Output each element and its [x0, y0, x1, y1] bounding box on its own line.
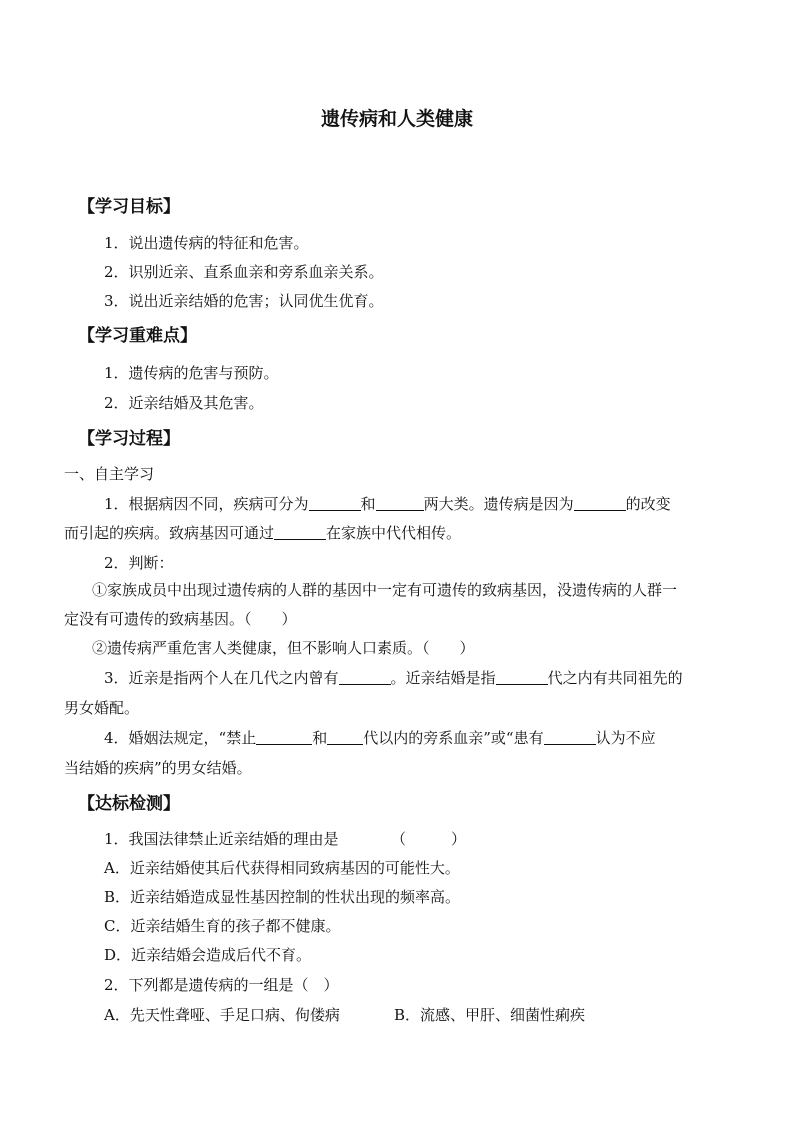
- option-b: B．流感、甲肝、细菌性痢疾: [394, 1006, 586, 1024]
- text: 。近亲结婚是指: [390, 669, 496, 687]
- section-heading-test: 【达标检测】: [78, 794, 180, 814]
- text: 代以内的旁系血亲”或“患有: [363, 729, 544, 747]
- section-heading-process: 【学习过程】: [78, 429, 180, 449]
- goal-item: 1．说出遗传病的特征和危害。: [104, 234, 309, 252]
- section-heading-keypoints: 【学习重难点】: [78, 326, 197, 346]
- question-2: 2．判断：: [104, 554, 174, 572]
- part-heading: 一、自主学习: [64, 465, 155, 483]
- judge-1-line-1: ①家族成员中出现过遗传病的人群的基因中一定有可遗传的致病基因，没遗传病的人群一: [92, 581, 678, 599]
- text: 的改变: [625, 495, 671, 513]
- section-heading-goals: 【学习目标】: [78, 197, 180, 217]
- fill-blank: [376, 496, 424, 511]
- text: 代之内有共同祖先的: [547, 669, 683, 687]
- judge-1-line-2: 定没有可遗传的致病基因。（ ）: [64, 610, 297, 628]
- fill-blank: [574, 496, 626, 511]
- fill-blank: [496, 670, 548, 685]
- text: 3．近亲是指两个人在几代之内曾有: [104, 669, 339, 687]
- option-c: C．近亲结婚生育的孩子都不健康。: [104, 917, 341, 935]
- question-4-line-2: 当结婚的疾病”的男女结婚。: [64, 759, 252, 777]
- text: 认为不应: [595, 729, 656, 747]
- judge-2: ②遗传病严重危害人类健康，但不影响人口素质。（ ）: [92, 639, 475, 657]
- fill-blank: [274, 525, 326, 540]
- text: 在家族中代代相传。: [326, 524, 462, 542]
- question-3-line-2: 男女婚配。: [64, 699, 140, 717]
- keypoint-item: 2．近亲结婚及其危害。: [104, 394, 264, 412]
- question-1-line-1: [104, 494, 671, 514]
- text: 和: [312, 729, 328, 747]
- fill-blank: [339, 670, 391, 685]
- text: 两大类。遗传病是因为: [423, 495, 574, 513]
- question-3-line-1: [104, 668, 683, 688]
- fill-blank: [256, 730, 312, 745]
- text: 4．婚姻法规定，“禁止: [104, 729, 257, 747]
- text: 和: [360, 495, 376, 513]
- page-title: 遗传病和人类健康: [320, 108, 473, 130]
- option-b: B．近亲结婚造成显性基因控制的性状出现的频率高。: [104, 888, 461, 906]
- keypoint-item: 1．遗传病的危害与预防。: [104, 364, 279, 382]
- question-4-line-1: [104, 728, 656, 748]
- text: 1．根据病因不同，疾病可分为: [104, 495, 309, 513]
- option-d: D．近亲结婚会造成后代不育。: [104, 946, 312, 964]
- goal-item: 2．识别近亲、直系血亲和旁系血亲关系。: [104, 263, 384, 281]
- test-question-2: 2．下列都是遗传病的一组是（ ）: [104, 976, 339, 994]
- goal-item: 3．说出近亲结婚的危害；认同优生优育。: [104, 292, 384, 310]
- fill-blank: [327, 730, 363, 745]
- test-question-1: 1．我国法律禁止近亲结婚的理由是 （ ）: [104, 830, 467, 848]
- fill-blank: [309, 496, 361, 511]
- option-a: A．先天性聋哑、手足口病、佝偻病: [104, 1006, 340, 1024]
- fill-blank: [544, 730, 596, 745]
- text: 而引起的疾病。致病基因可通过: [64, 524, 275, 542]
- option-a: A．近亲结婚使其后代获得相同致病基因的可能性大。: [104, 859, 460, 877]
- question-1-line-2: [64, 523, 461, 543]
